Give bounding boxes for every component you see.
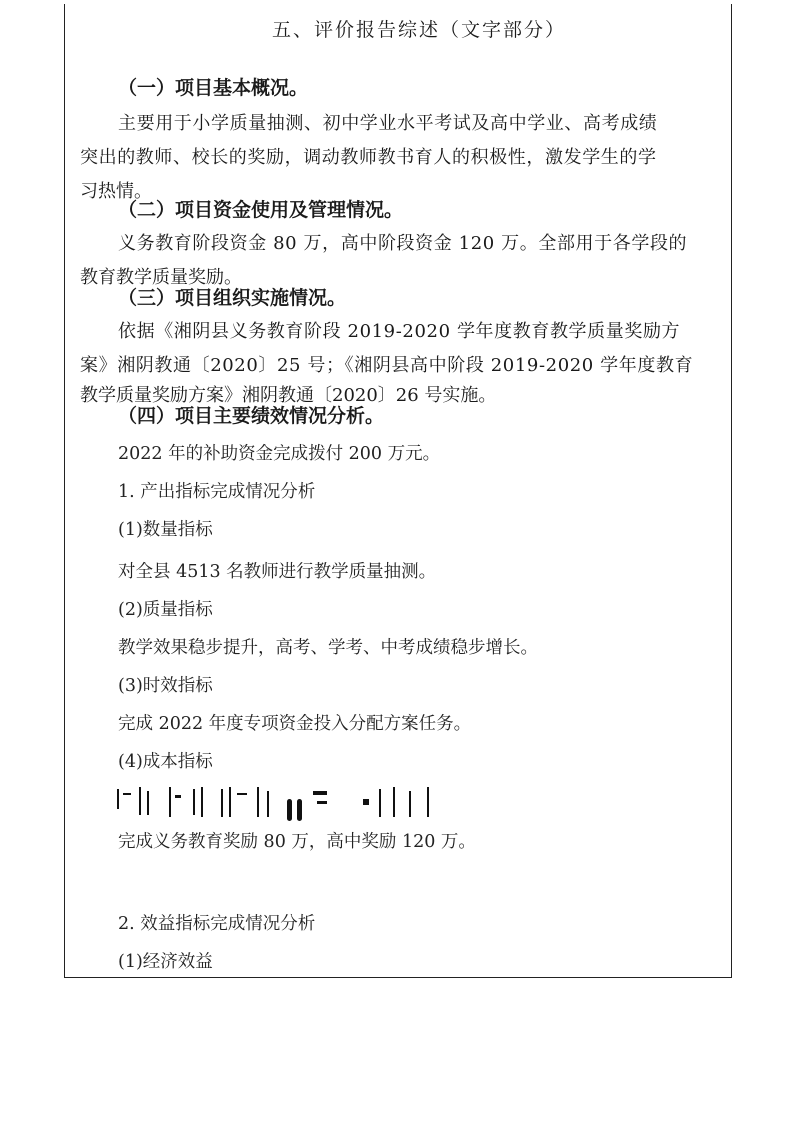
section-3-line-2: 案》湘阴教通〔2020〕25 号；《湘阴县高中阶段 2019-2020 学年度教育 — [80, 355, 694, 376]
section-2-line-2: 教育教学质量奖励。 — [80, 267, 242, 288]
section-1-line-1: 主要用于小学质量抽测、初中学业水平考试及高中学业、高考成绩 — [118, 113, 658, 134]
output-indicator-heading: 1. 产出指标完成情况分析 — [118, 482, 316, 502]
cost-indicator-heading: (4)成本指标 — [118, 752, 213, 772]
section-4-intro: 2022 年的补助资金完成拨付 200 万元。 — [118, 444, 441, 464]
section-1-line-2: 突出的教师、校长的奖励，调动教师教书育人的积极性，激发学生的学 — [80, 147, 657, 168]
time-indicator-heading: (3)时效指标 — [118, 676, 213, 696]
quantity-indicator-text: 对全县 4513 名教师进行教学质量抽测。 — [118, 562, 437, 582]
section-3-line-1: 依据《湘阴县义务教育阶段 2019-2020 学年度教育教学质量奖励方 — [118, 321, 681, 342]
time-indicator-text: 完成 2022 年度专项资金投入分配方案任务。 — [118, 714, 472, 734]
cost-indicator-text: 完成义务教育奖励 80 万，高中奖励 120 万。 — [118, 832, 476, 852]
quality-indicator-heading: (2)质量指标 — [118, 600, 213, 620]
section-3-heading: （三）项目组织实施情况。 — [118, 287, 347, 309]
quality-indicator-text: 教学效果稳步提升，高考、学考、中考成绩稳步增长。 — [118, 638, 538, 658]
quantity-indicator-heading: (1)数量指标 — [118, 520, 213, 540]
economic-benefit-heading: (1)经济效益 — [118, 952, 213, 972]
page-title: 五、评价报告综述（文字部分） — [272, 19, 567, 41]
section-1-heading: （一）项目基本概况。 — [118, 77, 309, 99]
section-2-line-1: 义务教育阶段资金 80 万，高中阶段资金 120 万。全部用于各学段的 — [118, 233, 688, 254]
section-2-heading: （二）项目资金使用及管理情况。 — [118, 199, 404, 221]
section-1-line-3: 习热情。 — [80, 181, 152, 202]
section-4-heading: （四）项目主要绩效情况分析。 — [118, 405, 385, 427]
scan-artifact — [117, 785, 437, 827]
section-3-line-3: 教学质量奖励方案》湘阴教通〔2020〕26 号实施。 — [80, 385, 497, 406]
benefit-indicator-heading: 2. 效益指标完成情况分析 — [118, 914, 316, 934]
